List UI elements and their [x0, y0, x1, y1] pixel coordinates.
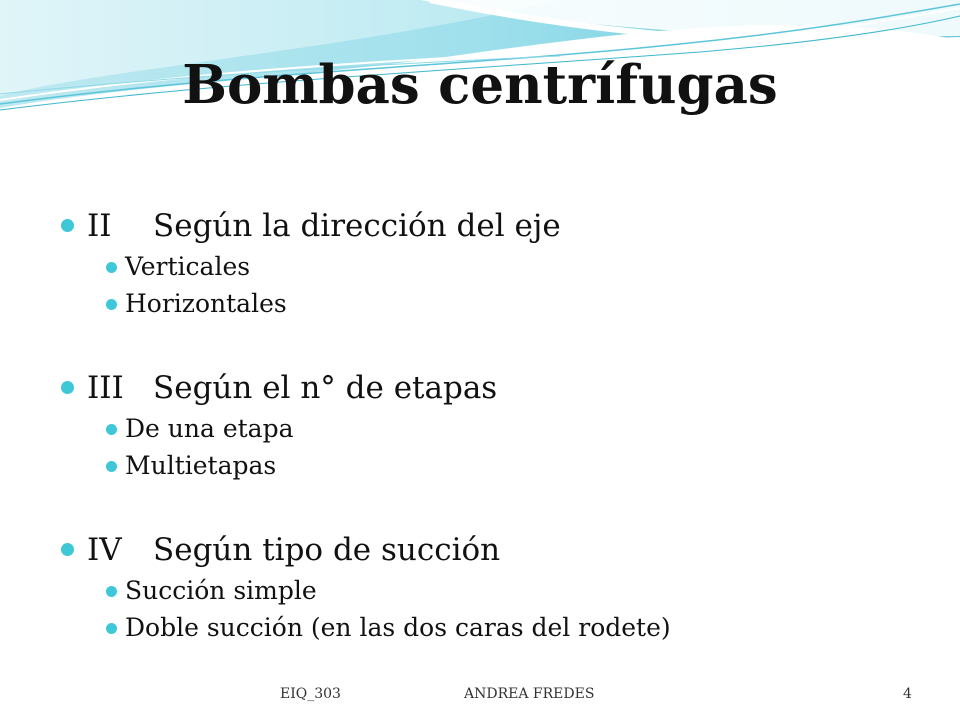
item-text: Multietapas: [125, 451, 277, 480]
bullet-icon: [61, 381, 74, 394]
bullet-icon: [106, 586, 117, 597]
level2-item: [60, 286, 920, 323]
bullet-icon: [61, 219, 74, 232]
bullet-icon: [106, 623, 117, 634]
level1-item: [60, 365, 920, 411]
item-text: Verticales: [125, 252, 251, 281]
section-succion: [60, 527, 920, 647]
bullet-list: [60, 203, 920, 647]
spacer: [60, 485, 920, 527]
section-etapas: [60, 365, 920, 485]
level2-item: [60, 411, 920, 448]
section-direccion-eje: [60, 203, 920, 323]
footer-page-number: 4: [903, 686, 912, 702]
item-text: Doble succión (en las dos caras del rodete): [125, 613, 671, 642]
spacer: [60, 323, 920, 365]
section-heading: Según tipo de succión: [153, 532, 501, 568]
level1-item: [60, 527, 920, 573]
section-number: III: [87, 370, 124, 406]
bullet-icon: [61, 543, 74, 556]
level1-item: [60, 203, 920, 249]
section-number: IV: [87, 532, 122, 568]
bullet-icon: [106, 461, 117, 472]
footer-course: EIQ_303: [280, 686, 341, 702]
slide-title: Bombas centrífugas: [182, 54, 778, 116]
footer-author: ANDREA FREDES: [464, 686, 595, 702]
item-text: Horizontales: [125, 289, 287, 318]
bullet-icon: [106, 299, 117, 310]
section-heading: Según la dirección del eje: [153, 208, 561, 244]
bullet-icon: [106, 424, 117, 435]
section-heading: Según el n° de etapas: [153, 370, 498, 406]
bullet-icon: [106, 262, 117, 273]
level2-item: [60, 448, 920, 485]
level2-item: [60, 249, 920, 286]
item-text: Succión simple: [125, 576, 317, 605]
level2-item: [60, 573, 920, 610]
item-text: De una etapa: [125, 414, 294, 443]
level2-item: [60, 610, 920, 647]
section-number: II: [87, 208, 112, 244]
